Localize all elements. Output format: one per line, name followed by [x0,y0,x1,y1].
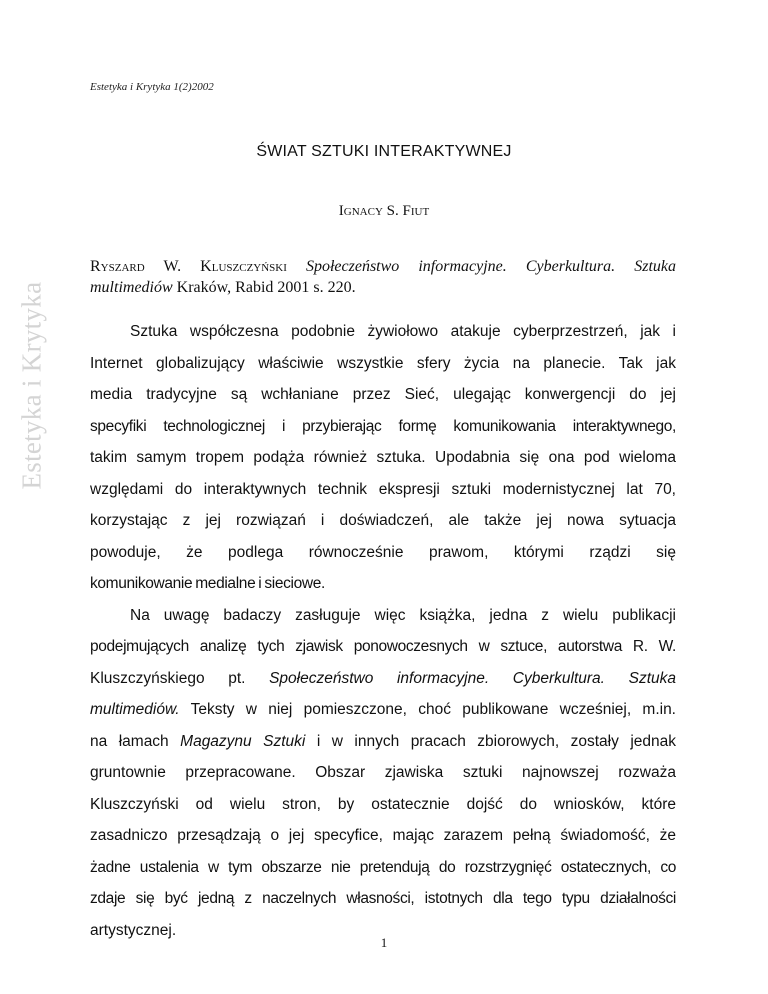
line-fragment: Teksty w niej pomieszczone, choć publikowane wcześniej, m.in. [179,701,676,718]
paragraph-line: Kluszczyński od wielu stron, by ostatecznie dojść do wniosków, które [90,795,676,813]
article-author [0,203,768,220]
paragraph-line: komunikowanie medialne i sieciowe. [90,575,325,592]
paragraph-line: specyfiki technologicznej i przybierając formę komunikowania interaktywnego, [90,417,676,435]
paragraph-line [90,726,676,758]
paragraph-line: artystycznej. [90,921,177,939]
author-last-initial: F [402,203,411,219]
citation-line-2 [90,277,676,298]
page-number: 1 [380,935,388,950]
paragraph-line: Sztuka współczesna podobnie żywiołowo atakuje cyberprzestrzeń, jak i [130,323,676,340]
paragraph-line: zasadniczo przesądzają o jej specyfice, mając zarazem pełną świadomość, że [90,827,676,844]
book-author-last-rest: LUSZCZYŃSKI [211,262,287,274]
book-author-middle: W. [163,258,182,275]
book-title: Społeczeństwo informacyjne. Cyberkultura. Sztuka [305,258,676,275]
author-first-rest: GNACY [343,206,383,218]
book-publication: Kraków, Rabid 2001 s. 220. [176,279,356,296]
paragraph-line: Internet globalizujący właściwie wszystkie sfery życia na planecie. Tak jak [90,354,676,372]
author-last-rest: IUT [410,206,430,218]
book-author-last-initial: K [200,258,212,275]
author-first-initial: I [338,203,344,219]
book-title-end: multimediów [90,279,173,296]
article-title: ŚWIAT SZTUKI INTERAKTYWNEJ [256,143,512,160]
book-author-first-rest: YSZARD [100,262,145,274]
article-body [90,316,676,946]
line-fragment: na łamach [90,732,181,750]
line-fragment: pt. [228,669,246,687]
paragraph-line [90,694,676,726]
paragraph-line: korzystając z jej rozwiązań i doświadczeń, ale także jej nowa sytuacja [90,512,676,529]
book-author-first-initial: R [90,258,101,275]
journal-watermark: Estetyka i Krytyka [16,281,47,490]
paragraph-line: media tradycyjne są wchłaniane przez Sieć, ulegając konwergencji do jej [90,386,676,403]
magazine-title: Magazynu Sztuki [180,732,306,750]
book-title-inline: Społeczeństwo informacyjne. Cyberkultura. Sztuka [269,669,676,687]
paragraph-line: zdaje się być jedną z naczelnych własności, istotnych dla tego typu działalności [90,890,676,907]
paragraph-line: Na uwagę badaczy zasługuje więc książka, jedna z wielu publikacji [130,606,676,624]
paragraph-line [90,663,676,695]
citation-line-1 [90,256,676,277]
line-fragment: Kluszczyńskiego [90,669,205,687]
paragraph-line: żadne ustalenia w tym obszarze nie pretendują do rozstrzygnięć ostatecznych, co [90,858,676,876]
line-fragment: i w innych pracach zbiorowych, zostały jednak [305,732,677,750]
paragraph-line: takim samym tropem podąża również sztuka. Upodabnia się ona pod wieloma [90,449,676,466]
paragraph-line: powoduje, że podlega równocześnie prawom, którymi rządzi się [90,543,676,561]
book-title-inline: multimediów. [90,701,180,718]
paragraph-line: względami do interaktywnych technik ekspresji sztuki modernistycznej lat 70, [90,480,676,498]
paragraph-line: gruntownie przepracowane. Obszar zjawiska sztuki najnowszej rozważa [90,764,676,781]
running-header: Estetyka i Krytyka 1(2)2002 [90,81,214,93]
author-middle: S. [386,203,399,219]
reviewed-book-citation [90,256,676,298]
paragraph-line: podejmujących analizę tych zjawisk ponowoczesnych w sztuce, autorstwa R. W. [90,638,676,655]
